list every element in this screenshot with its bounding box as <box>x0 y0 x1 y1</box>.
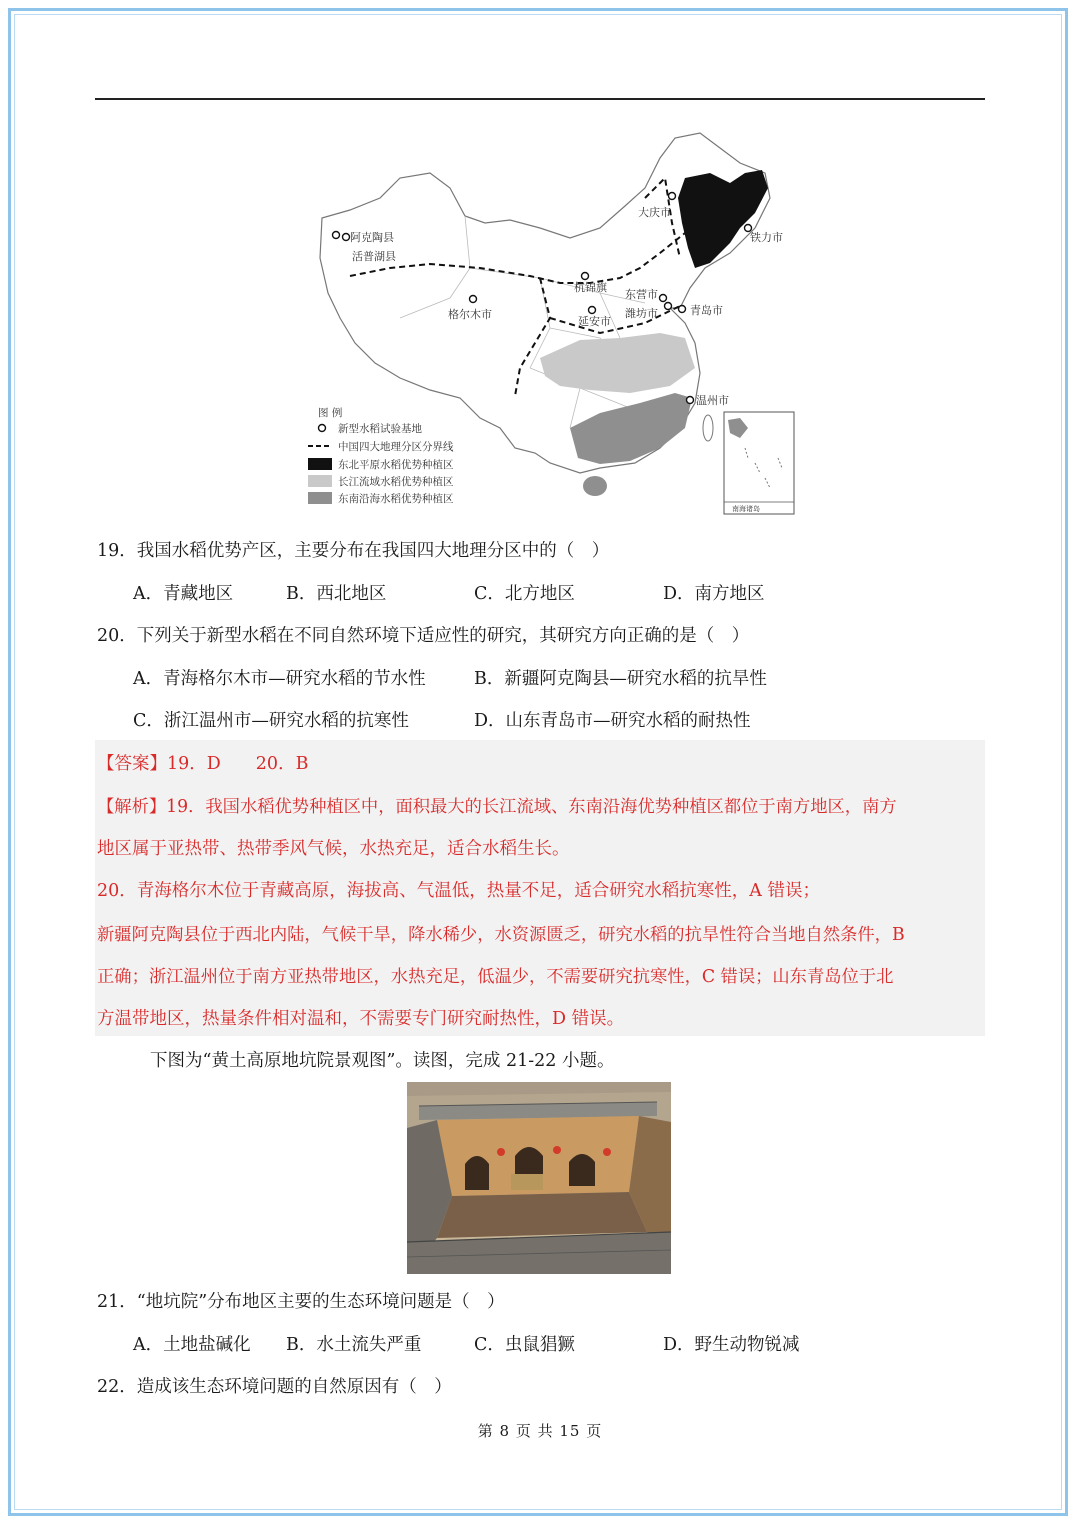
svg-text:长江流域水稻优势种植区: 长江流域水稻优势种植区 <box>338 476 454 488</box>
city-yanan: 延安市 <box>578 315 611 328</box>
q19-stem: 19．我国水稻优势产区，主要分布在我国四大地理分区中的（ ） <box>97 541 610 561</box>
analysis-line-4: 新疆阿克陶县位于西北内陆，气候干旱，降水稀少，水资源匮乏，研究水稻的抗旱性符合当地自然条件，B <box>97 925 905 945</box>
q20-option-a[interactable]: A．青海格尔木市—研究水稻的节水性 <box>133 669 426 689</box>
city-wenzhou: 温州市 <box>696 394 729 407</box>
analysis-line-5: 正确；浙江温州位于南方亚热带地区，水热充足，低温少，不需要研究抗寒性，C 错误；山东青岛位于北 <box>97 967 894 987</box>
figure-intro: 下图为“黄土高原地坑院景观图”。读图，完成 21-22 小题。 <box>150 1051 615 1071</box>
city-qingdao: 青岛市 <box>690 304 723 317</box>
q21-option-c[interactable]: C．虫鼠猖獗 <box>474 1335 575 1355</box>
svg-text:东北平原水稻优势种植区: 东北平原水稻优势种植区 <box>338 459 454 471</box>
city-weifang: 潍坊市 <box>625 307 658 320</box>
svg-text:东南沿海水稻优势种植区: 东南沿海水稻优势种植区 <box>338 493 454 505</box>
city-hangjin: 杭锦旗 <box>574 281 607 294</box>
analysis-line-2: 地区属于亚热带、热带季风气候，水热充足，适合水稻生长。 <box>97 839 570 859</box>
svg-text:新型水稻试验基地: 新型水稻试验基地 <box>338 423 422 435</box>
header-rule <box>95 98 985 100</box>
map-legend <box>308 406 454 505</box>
q20-stem: 20．下列关于新型水稻在不同自然环境下适应性的研究，其研究方向正确的是（ ） <box>97 626 750 646</box>
svg-text:中国四大地理分区分界线: 中国四大地理分区分界线 <box>338 441 454 453</box>
taiwan-island <box>703 415 713 441</box>
q19-option-b[interactable]: B．西北地区 <box>286 584 387 604</box>
china-rice-map <box>300 128 800 520</box>
q21-option-a[interactable]: A．土地盐碱化 <box>133 1335 251 1355</box>
q21-option-b[interactable]: B．水土流失严重 <box>286 1335 422 1355</box>
q22-stem: 22．造成该生态环境问题的自然原因有（ ） <box>97 1377 452 1397</box>
q21-stem: 21．“地坑院”分布地区主要的生态环境问题是（ ） <box>97 1292 505 1312</box>
q21-option-d[interactable]: D．野生动物锐减 <box>663 1335 800 1355</box>
dikengyuan-photo <box>407 1082 671 1274</box>
page-footer: 第 8 页 共 15 页 <box>477 1422 603 1440</box>
city-daqing: 大庆市 <box>638 206 671 219</box>
answer-line: 【答案】19．D 20．B <box>97 754 309 774</box>
q19-option-c[interactable]: C．北方地区 <box>474 584 575 604</box>
analysis-line-3: 20．青海格尔木位于青藏高原，海拔高、气温低，热量不足，适合研究水稻抗寒性，A 错误； <box>97 881 820 901</box>
q19-option-d[interactable]: D．南方地区 <box>663 584 765 604</box>
city-huopu: 活普湖县 <box>352 250 396 263</box>
q19-option-a[interactable]: A．青藏地区 <box>133 584 234 604</box>
city-tieli: 铁力市 <box>750 231 783 244</box>
analysis-line-1: 【解析】19．我国水稻优势种植区中，面积最大的长江流域、东南沿海优势种植区都位于南方地区，南方 <box>97 797 897 817</box>
q20-option-c[interactable]: C．浙江温州市—研究水稻的抗寒性 <box>133 711 409 731</box>
analysis-line-6: 方温带地区，热量条件相对温和，不需要专门研究耐热性，D 错误。 <box>97 1009 625 1029</box>
q20-option-d[interactable]: D．山东青岛市—研究水稻的耐热性 <box>474 711 751 731</box>
q20-option-b[interactable]: B．新疆阿克陶县—研究水稻的抗旱性 <box>474 669 767 689</box>
hainan-island <box>583 476 607 496</box>
svg-text:图 例: 图 例 <box>318 407 343 419</box>
city-dongying: 东营市 <box>625 288 658 301</box>
south-china-sea-inset <box>724 412 794 514</box>
city-golmud: 格尔木市 <box>448 308 492 321</box>
svg-text:南海诸岛: 南海诸岛 <box>732 505 760 513</box>
city-akto: 阿克陶县 <box>350 231 394 244</box>
